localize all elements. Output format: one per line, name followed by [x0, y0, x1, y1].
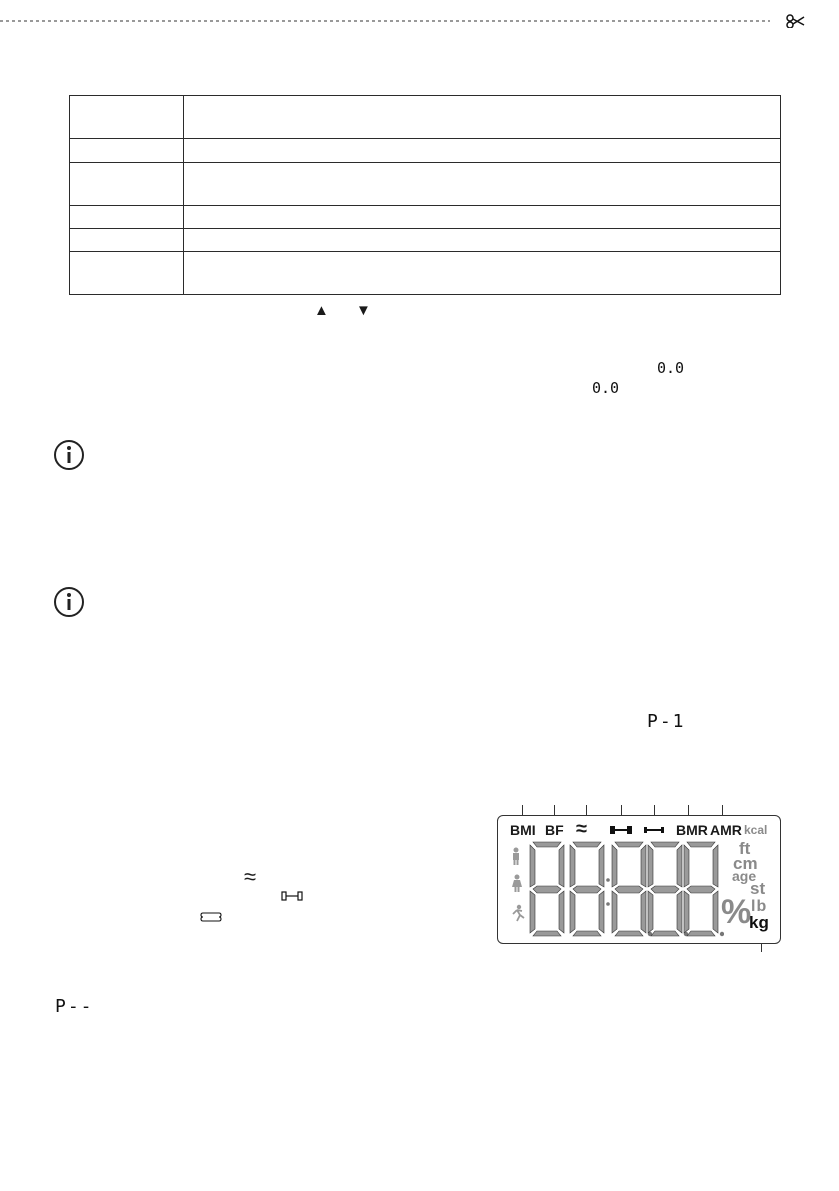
muscle-icon: [281, 891, 303, 901]
unit-age: age: [732, 868, 757, 884]
unit-percent: %: [721, 893, 752, 931]
cut-line: [0, 14, 839, 28]
bone-icon: [200, 912, 222, 922]
info-icon: [53, 439, 85, 471]
unit-kg: kg: [749, 913, 769, 932]
table-row: [70, 206, 781, 229]
display-zero-reading: 0.0: [592, 379, 620, 397]
lcd-label-water: ≈: [576, 818, 587, 840]
unit-cm: cm: [733, 854, 758, 873]
lcd-label-bmr: BMR: [676, 822, 708, 838]
athlete-icon: [509, 904, 525, 922]
female-icon: [511, 874, 523, 892]
lcd-label-amr: AMR: [710, 822, 742, 838]
arrow-down-icon: ▼: [356, 302, 371, 319]
male-icon: [511, 847, 521, 865]
table-row: [70, 252, 781, 295]
unit-st: st: [750, 879, 766, 898]
lcd-display-diagram: [497, 815, 781, 944]
muscle-icon: [610, 826, 632, 834]
table-row: [70, 163, 781, 206]
bone-icon: [644, 827, 664, 833]
unit-kcal: kcal: [744, 823, 768, 837]
info-icon: [53, 586, 85, 618]
unit-ft: ft: [739, 839, 751, 858]
arrow-up-icon: ▲: [314, 302, 329, 319]
scissors-icon: [787, 15, 804, 28]
table-row: [70, 96, 781, 139]
display-p1: P-1: [647, 711, 686, 732]
table-row: [70, 229, 781, 252]
unit-lb: lb: [751, 898, 768, 915]
table-row: [70, 139, 781, 163]
display-zero-reading: 0.0: [657, 359, 685, 377]
display-p-dash: P--: [55, 996, 94, 1017]
lcd-label-bf: BF: [545, 822, 564, 838]
water-icon: ≈: [244, 864, 257, 889]
seven-segment-digits: [528, 840, 724, 940]
specification-table: [69, 95, 781, 295]
lcd-label-bmi: BMI: [510, 822, 536, 838]
